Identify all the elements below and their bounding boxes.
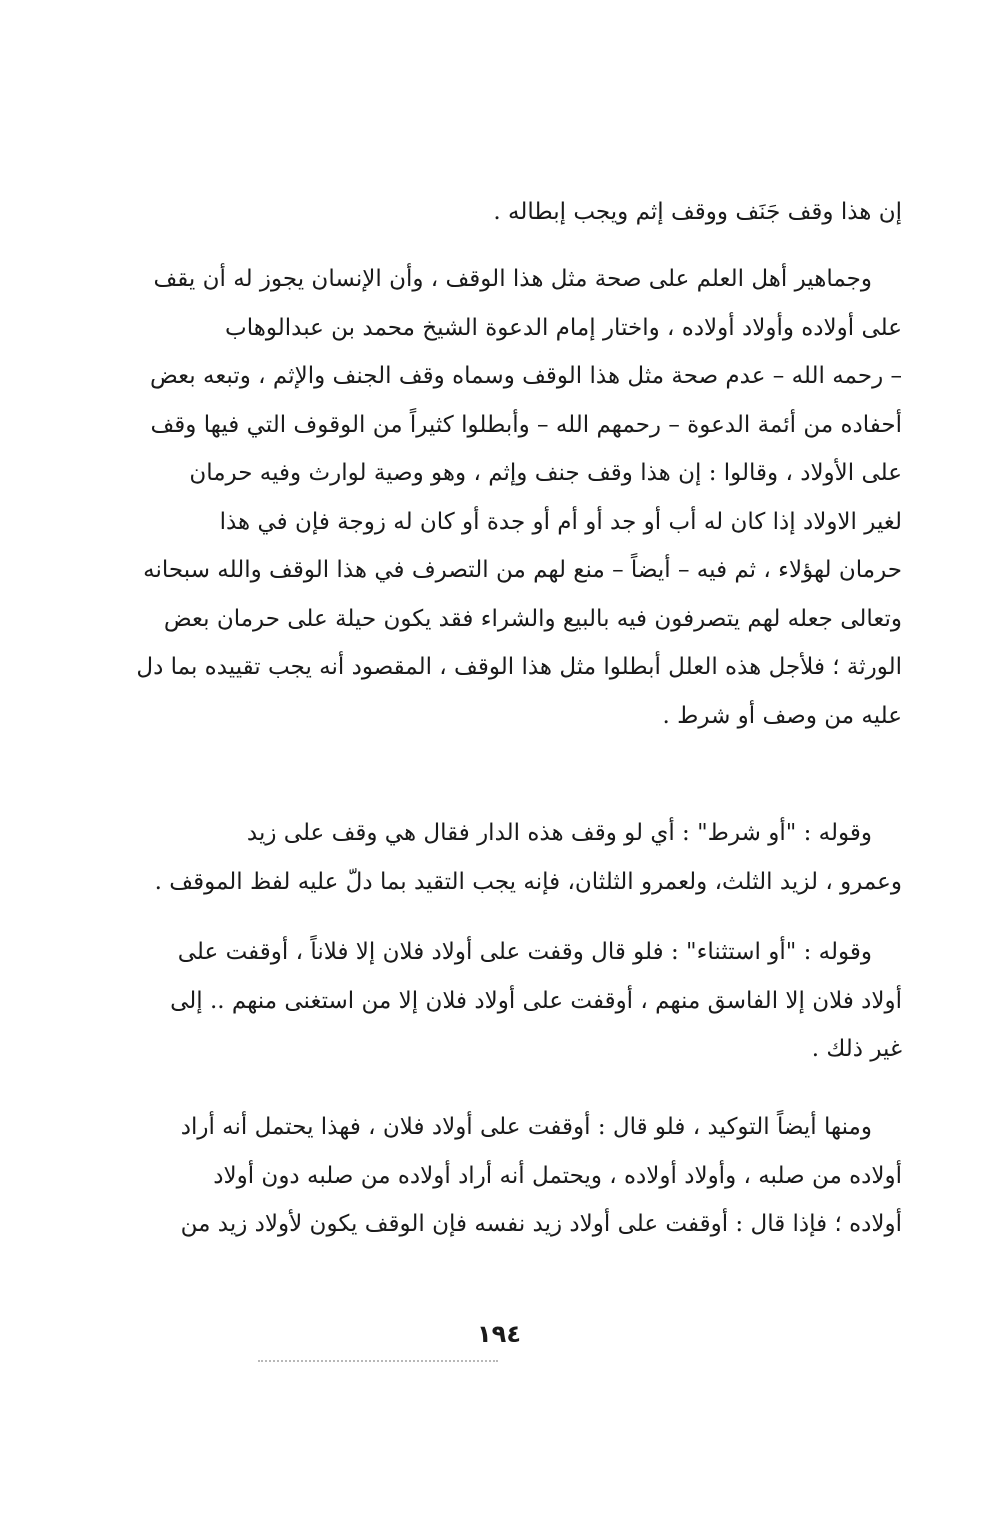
scan-artifact-divider xyxy=(258,1360,498,1366)
text-line: إن هذا وقف جَنَف ووقف إثم ويجب إبطاله . xyxy=(493,199,902,225)
text-line: على أولاده وأولاد أولاده ، واختار إمام الدعوة الشيخ محمد بن عبدالوهاب xyxy=(225,314,902,341)
text-line: أولاده من صلبه ، وأولاد أولاده ، ويحتمل أنه أراد أولاده من صلبه دون أولاد xyxy=(213,1162,902,1189)
text-line: وعمرو ، لزيد الثلث، ولعمرو الثلثان، فإنه يجب التقيد بما دلّ عليه لفظ الموقف . xyxy=(154,868,902,895)
text-line: حرمان لهؤلاء ، ثم فيه – أيضاً – منع لهم من التصرف في هذا الوقف والله سبحانه xyxy=(143,557,902,583)
paragraph-4 xyxy=(72,928,902,1074)
text-line: وقوله : "أو شرط" : أي لو وقف هذه الدار فقال هي وقف على زيد xyxy=(246,820,872,846)
text-line: عليه من وصف أو شرط . xyxy=(662,702,902,729)
text-line: لغير الاولاد إذا كان له أب أو جد أو أم أو جدة أو كان له زوجة فإن في هذا xyxy=(219,508,902,535)
text-line: أحفاده من أئمة الدعوة – رحمهم الله – وأبطلوا كثيراً من الوقوف التي فيها وقف xyxy=(150,411,902,438)
text-line: ومنها أيضاً التوكيد ، فلو قال : أوقفت على أولاد فلان ، فهذا يحتمل أنه أراد xyxy=(180,1114,872,1140)
text-line: وتعالى جعله لهم يتصرفون فيه بالبيع والشراء فقد يكون حيلة على حرمان بعض xyxy=(163,605,902,632)
text-line: – رحمه الله – عدم صحة مثل هذا الوقف وسماه وقف الجنف والإثم ، وتبعه بعض xyxy=(150,363,902,389)
page-number: ١٩٤ xyxy=(477,1320,521,1348)
paragraph-3 xyxy=(72,809,902,906)
text-line: غير ذلك . xyxy=(811,1036,902,1062)
text-line: وجماهير أهل العلم على صحة مثل هذا الوقف ، وأن الإنسان يجوز له أن يقف xyxy=(153,266,872,292)
text-line: الورثة ؛ فلأجل هذه العلل أبطلوا مثل هذا الوقف ، المقصود أنه يجب تقييده بما دل xyxy=(136,654,902,680)
paragraph-1 xyxy=(72,188,902,237)
paragraph-5 xyxy=(72,1103,902,1249)
text-line: أولاده ؛ فإذا قال : أوقفت على أولاد زيد نفسه فإن الوقف يكون لأولاد زيد من xyxy=(180,1211,902,1237)
text-line: وقوله : "أو استثناء" : فلو قال وقفت على أولاد فلان إلا فلاناً ، أوقفت على xyxy=(177,939,872,965)
paragraph-2 xyxy=(72,255,902,740)
text-line: على الأولاد ، وقالوا : إن هذا وقف جنف وإثم ، وهو وصية لوارث وفيه حرمان xyxy=(189,460,902,486)
text-line: أولاد فلان إلا الفاسق منهم ، أوقفت على أولاد فلان إلا من استغنى منهم .. إلى xyxy=(170,987,902,1014)
